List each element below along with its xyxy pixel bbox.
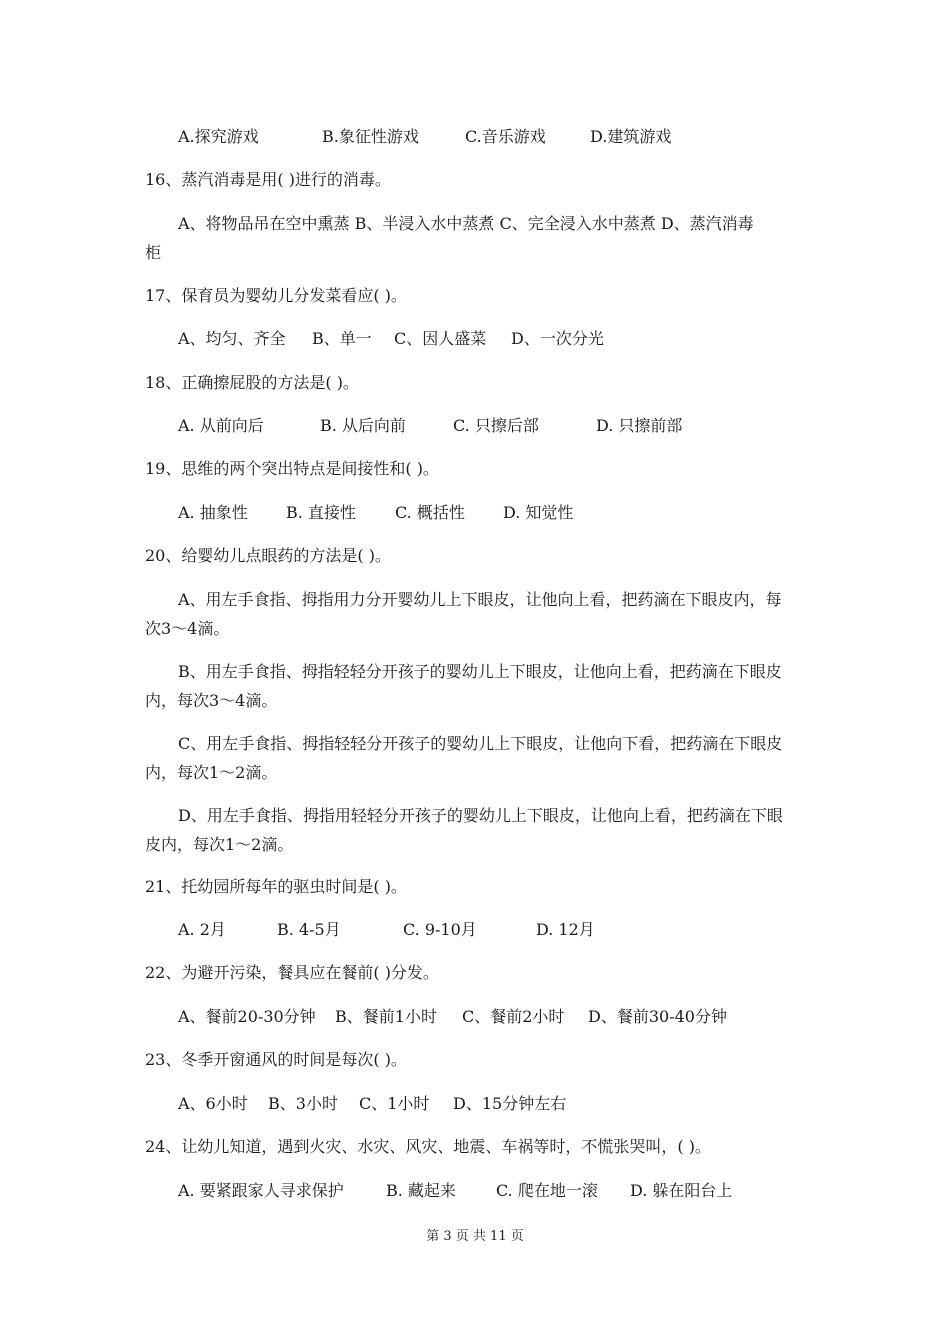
q17-option-d: D、一次分光 (511, 329, 604, 348)
q18-question: 18、正确擦屁股的方法是( )。 (145, 373, 359, 392)
q24-option-d: D. 躲在阳台上 (630, 1181, 733, 1200)
q23-option-d: D、15分钟左右 (453, 1094, 567, 1113)
q21-option-c: C. 9-10月 (403, 920, 477, 939)
q22-option-b: B、餐前1小时 (335, 1007, 437, 1026)
q22-option-d: D、餐前30-40分钟 (588, 1007, 727, 1026)
q21-option-a: A. 2月 (178, 920, 226, 939)
q18-option-b: B. 从后向前 (320, 416, 406, 435)
q15-option-d: D.建筑游戏 (590, 127, 672, 146)
q20-option-b-line2: 内，每次3～4滴。 (145, 691, 278, 710)
q23-option-b: B、3小时 (268, 1094, 338, 1113)
page-number-footer: 第 3 页 共 11 页 (426, 1229, 524, 1244)
q20-option-c-line1: C、用左手食指、拇指轻轻分开孩子的婴幼儿上下眼皮，让他向下看，把药滴在下眼皮 (178, 734, 783, 753)
q22-option-a: A、餐前20-30分钟 (178, 1007, 316, 1026)
q22-option-c: C、餐前2小时 (462, 1007, 565, 1026)
q24-question: 24、让幼儿知道，遇到火灾、水灾、风灾、地震、车祸等时，不慌张哭叫，( )。 (145, 1137, 711, 1156)
q20-option-a-line2: 次3～4滴。 (145, 619, 230, 638)
q15-option-a: A.探究游戏 (178, 127, 259, 146)
q23-option-c: C、1小时 (359, 1094, 430, 1113)
q24-option-c: C. 爬在地一滚 (496, 1181, 598, 1200)
q19-option-b: B. 直接性 (286, 503, 356, 522)
q21-question: 21、托幼园所每年的驱虫时间是( )。 (145, 877, 407, 896)
q19-option-c: C. 概括性 (395, 503, 465, 522)
q21-option-b: B. 4-5月 (277, 920, 341, 939)
q18-option-d: D. 只擦前部 (596, 416, 683, 435)
q23-option-a: A、6小时 (178, 1094, 248, 1113)
q16-question: 16、蒸汽消毒是用( )进行的消毒。 (145, 170, 391, 189)
q20-option-a-line1: A、用左手食指、拇指用力分开婴幼儿上下眼皮，让他向上看，把药滴在下眼皮内，每 (178, 590, 782, 609)
q16-options-line2: 柜 (145, 243, 162, 262)
q22-question: 22、为避开污染，餐具应在餐前( )分发。 (145, 963, 439, 982)
q20-question: 20、给婴幼儿点眼药的方法是( )。 (145, 546, 391, 565)
q16-options-line1: A、将物品吊在空中熏蒸 B、半浸入水中蒸煮 C、完全浸入水中蒸煮 D、蒸汽消毒 (178, 214, 754, 233)
q17-option-a: A、均匀、齐全 (178, 329, 286, 348)
q24-option-b: B. 藏起来 (386, 1181, 456, 1200)
q20-option-d-line2: 皮内，每次1～2滴。 (145, 835, 294, 854)
q18-option-c: C. 只擦后部 (453, 416, 539, 435)
q24-option-a: A. 要紧跟家人寻求保护 (178, 1181, 344, 1200)
q18-option-a: A. 从前向后 (178, 416, 264, 435)
q20-option-b-line1: B、用左手食指、拇指轻轻分开孩子的婴幼儿上下眼皮，让他向上看，把药滴在下眼皮 (178, 662, 782, 681)
q19-option-a: A. 抽象性 (178, 503, 248, 522)
q21-option-d: D. 12月 (536, 920, 595, 939)
q20-option-d-line1: D、用左手食指、拇指用轻轻分开孩子的婴幼儿上下眼皮，让他向上看，把药滴在下眼 (178, 806, 783, 825)
q17-option-c: C、因人盛菜 (394, 329, 487, 348)
q23-question: 23、冬季开窗通风的时间是每次( )。 (145, 1050, 407, 1069)
q19-question: 19、思维的两个突出特点是间接性和( )。 (145, 459, 439, 478)
q17-option-b: B、单一 (312, 329, 372, 348)
q19-option-d: D. 知觉性 (503, 503, 574, 522)
q15-option-c: C.音乐游戏 (465, 127, 546, 146)
q17-question: 17、保育员为婴幼儿分发菜看应( )。 (145, 286, 407, 305)
q15-option-b: B.象征性游戏 (322, 127, 419, 146)
q20-option-c-line2: 内，每次1～2滴。 (145, 763, 278, 782)
